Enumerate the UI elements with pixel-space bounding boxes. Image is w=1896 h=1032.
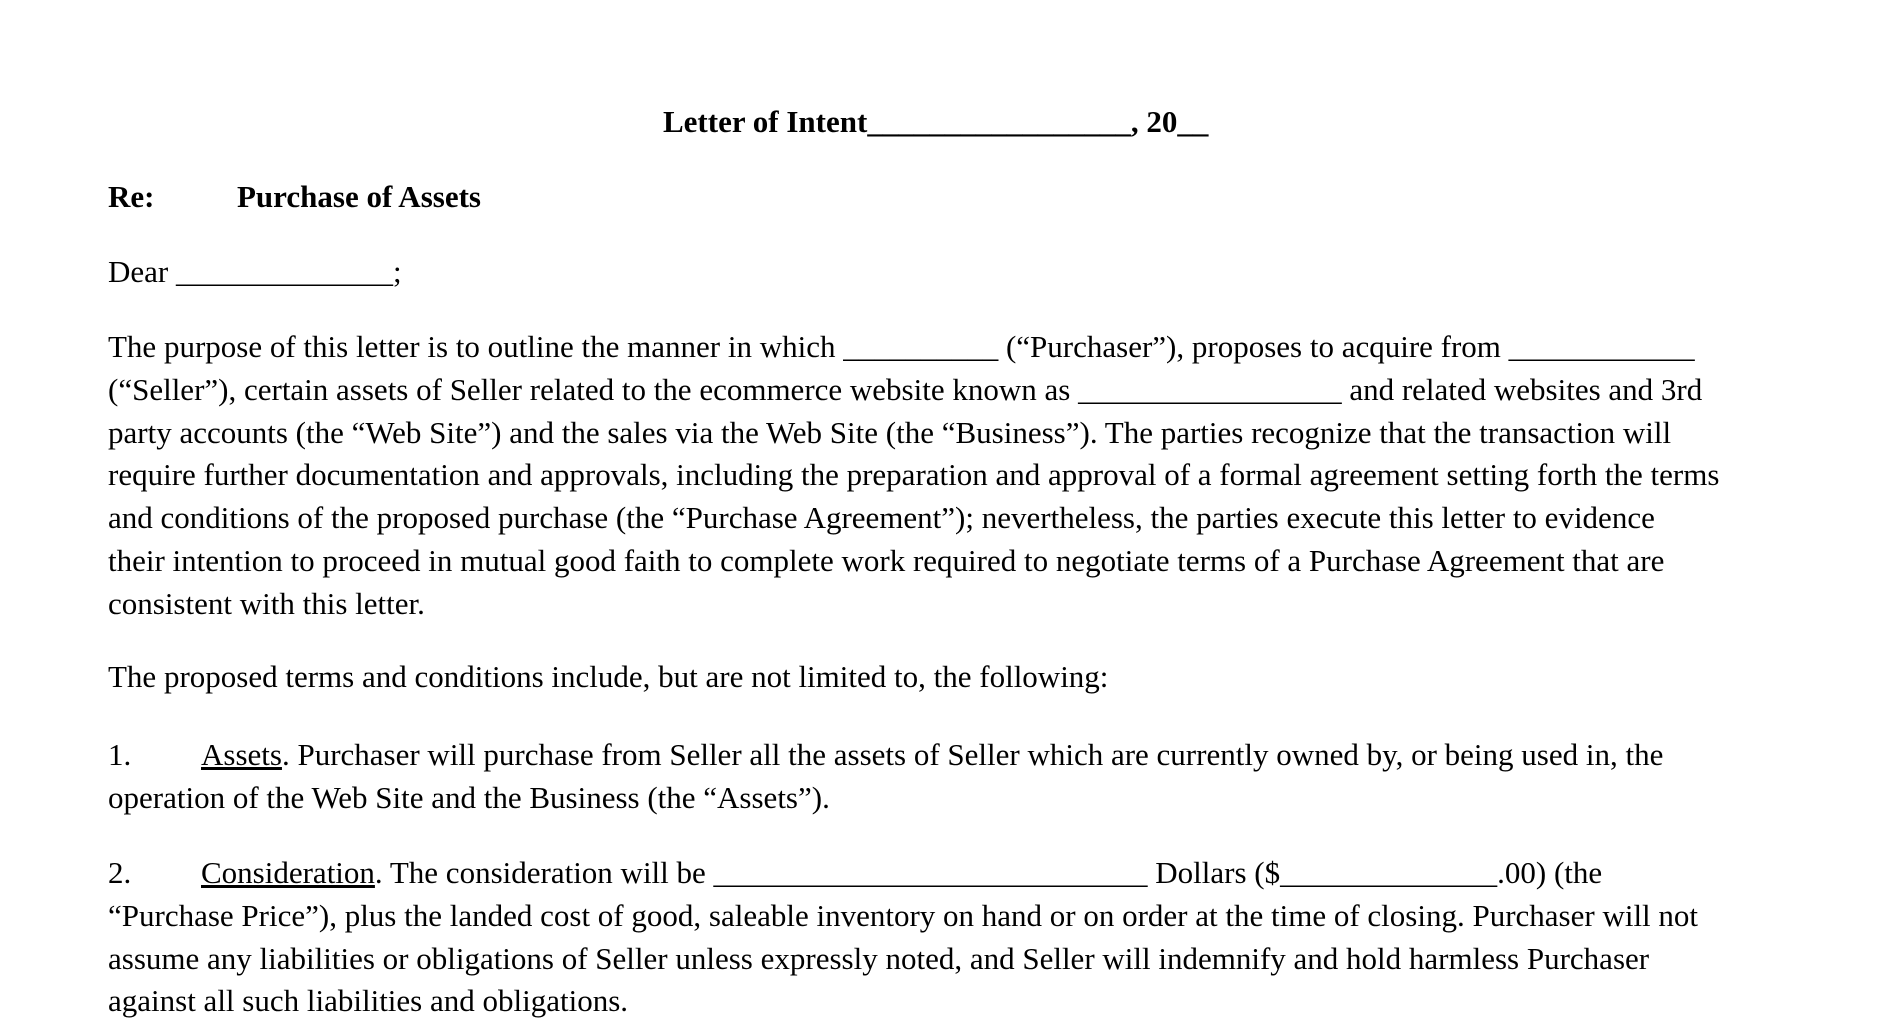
section-heading: Assets [201,737,282,772]
section-consideration-line: assume any liabilities or obligations of Seller unless expressly noted, and Seller will indemnify and hold harmless Purchaser [108,940,1650,976]
section-number: 2. [108,855,132,890]
section-assets-line: operation of the Web Site and the Business (the “Assets”). [108,779,830,815]
section-number: 1. [108,737,132,772]
intro-paragraph [108,326,1808,626]
section-text: . Purchaser will purchase from Seller all the assets of Seller which are currently owned by, or being used in, the [281,737,1664,772]
re-subject: Purchase of Assets [237,179,481,214]
section-consideration-line [108,852,1808,895]
section-consideration [108,852,1808,1023]
section-assets [108,734,1808,820]
intro-line: The purpose of this letter is to outline the manner in which __________ (“Purchaser”), proposes to acquire from ____________ [108,329,1695,364]
section-consideration-line: against all such liabilities and obligations. [108,983,629,1019]
intro-line: require further documentation and approvals, including the preparation and approval of a formal agreement setting forth the terms [108,457,1720,493]
salutation: Dear ______________; [108,254,402,289]
terms-intro-line: The proposed terms and conditions include, but are not limited to, the following: [108,659,1109,694]
section-assets-line [108,734,1808,777]
section-heading: Consideration [201,855,375,890]
intro-line: their intention to proceed in mutual good faith to complete work required to negotiate terms of a Purchase Agreement that are [108,542,1665,578]
section-consideration-line: “Purchase Price”), plus the landed cost of good, saleable inventory on hand or on order at the time of closing. Purchaser will not [108,897,1699,933]
document-title: Letter of Intent_________________, 20__ [663,104,1209,139]
intro-line: (“Seller”), certain assets of Seller related to the ecommerce website known as _________________ and related websites and 3rd [108,371,1703,407]
intro-line: and conditions of the proposed purchase (the “Purchase Agreement”); nevertheless, the parties execute this letter to evidence [108,500,1655,536]
re-line [108,177,481,217]
intro-line: consistent with this letter. [108,585,425,621]
intro-line: party accounts (the “Web Site”) and the sales via the Web Site (the “Business”). The parties recognize that the transaction will [108,414,1672,450]
terms-intro-paragraph [108,656,1808,699]
section-text: . The consideration will be ____________________________ Dollars ($______________.00) (the [374,855,1603,890]
re-label: Re: [108,179,155,214]
